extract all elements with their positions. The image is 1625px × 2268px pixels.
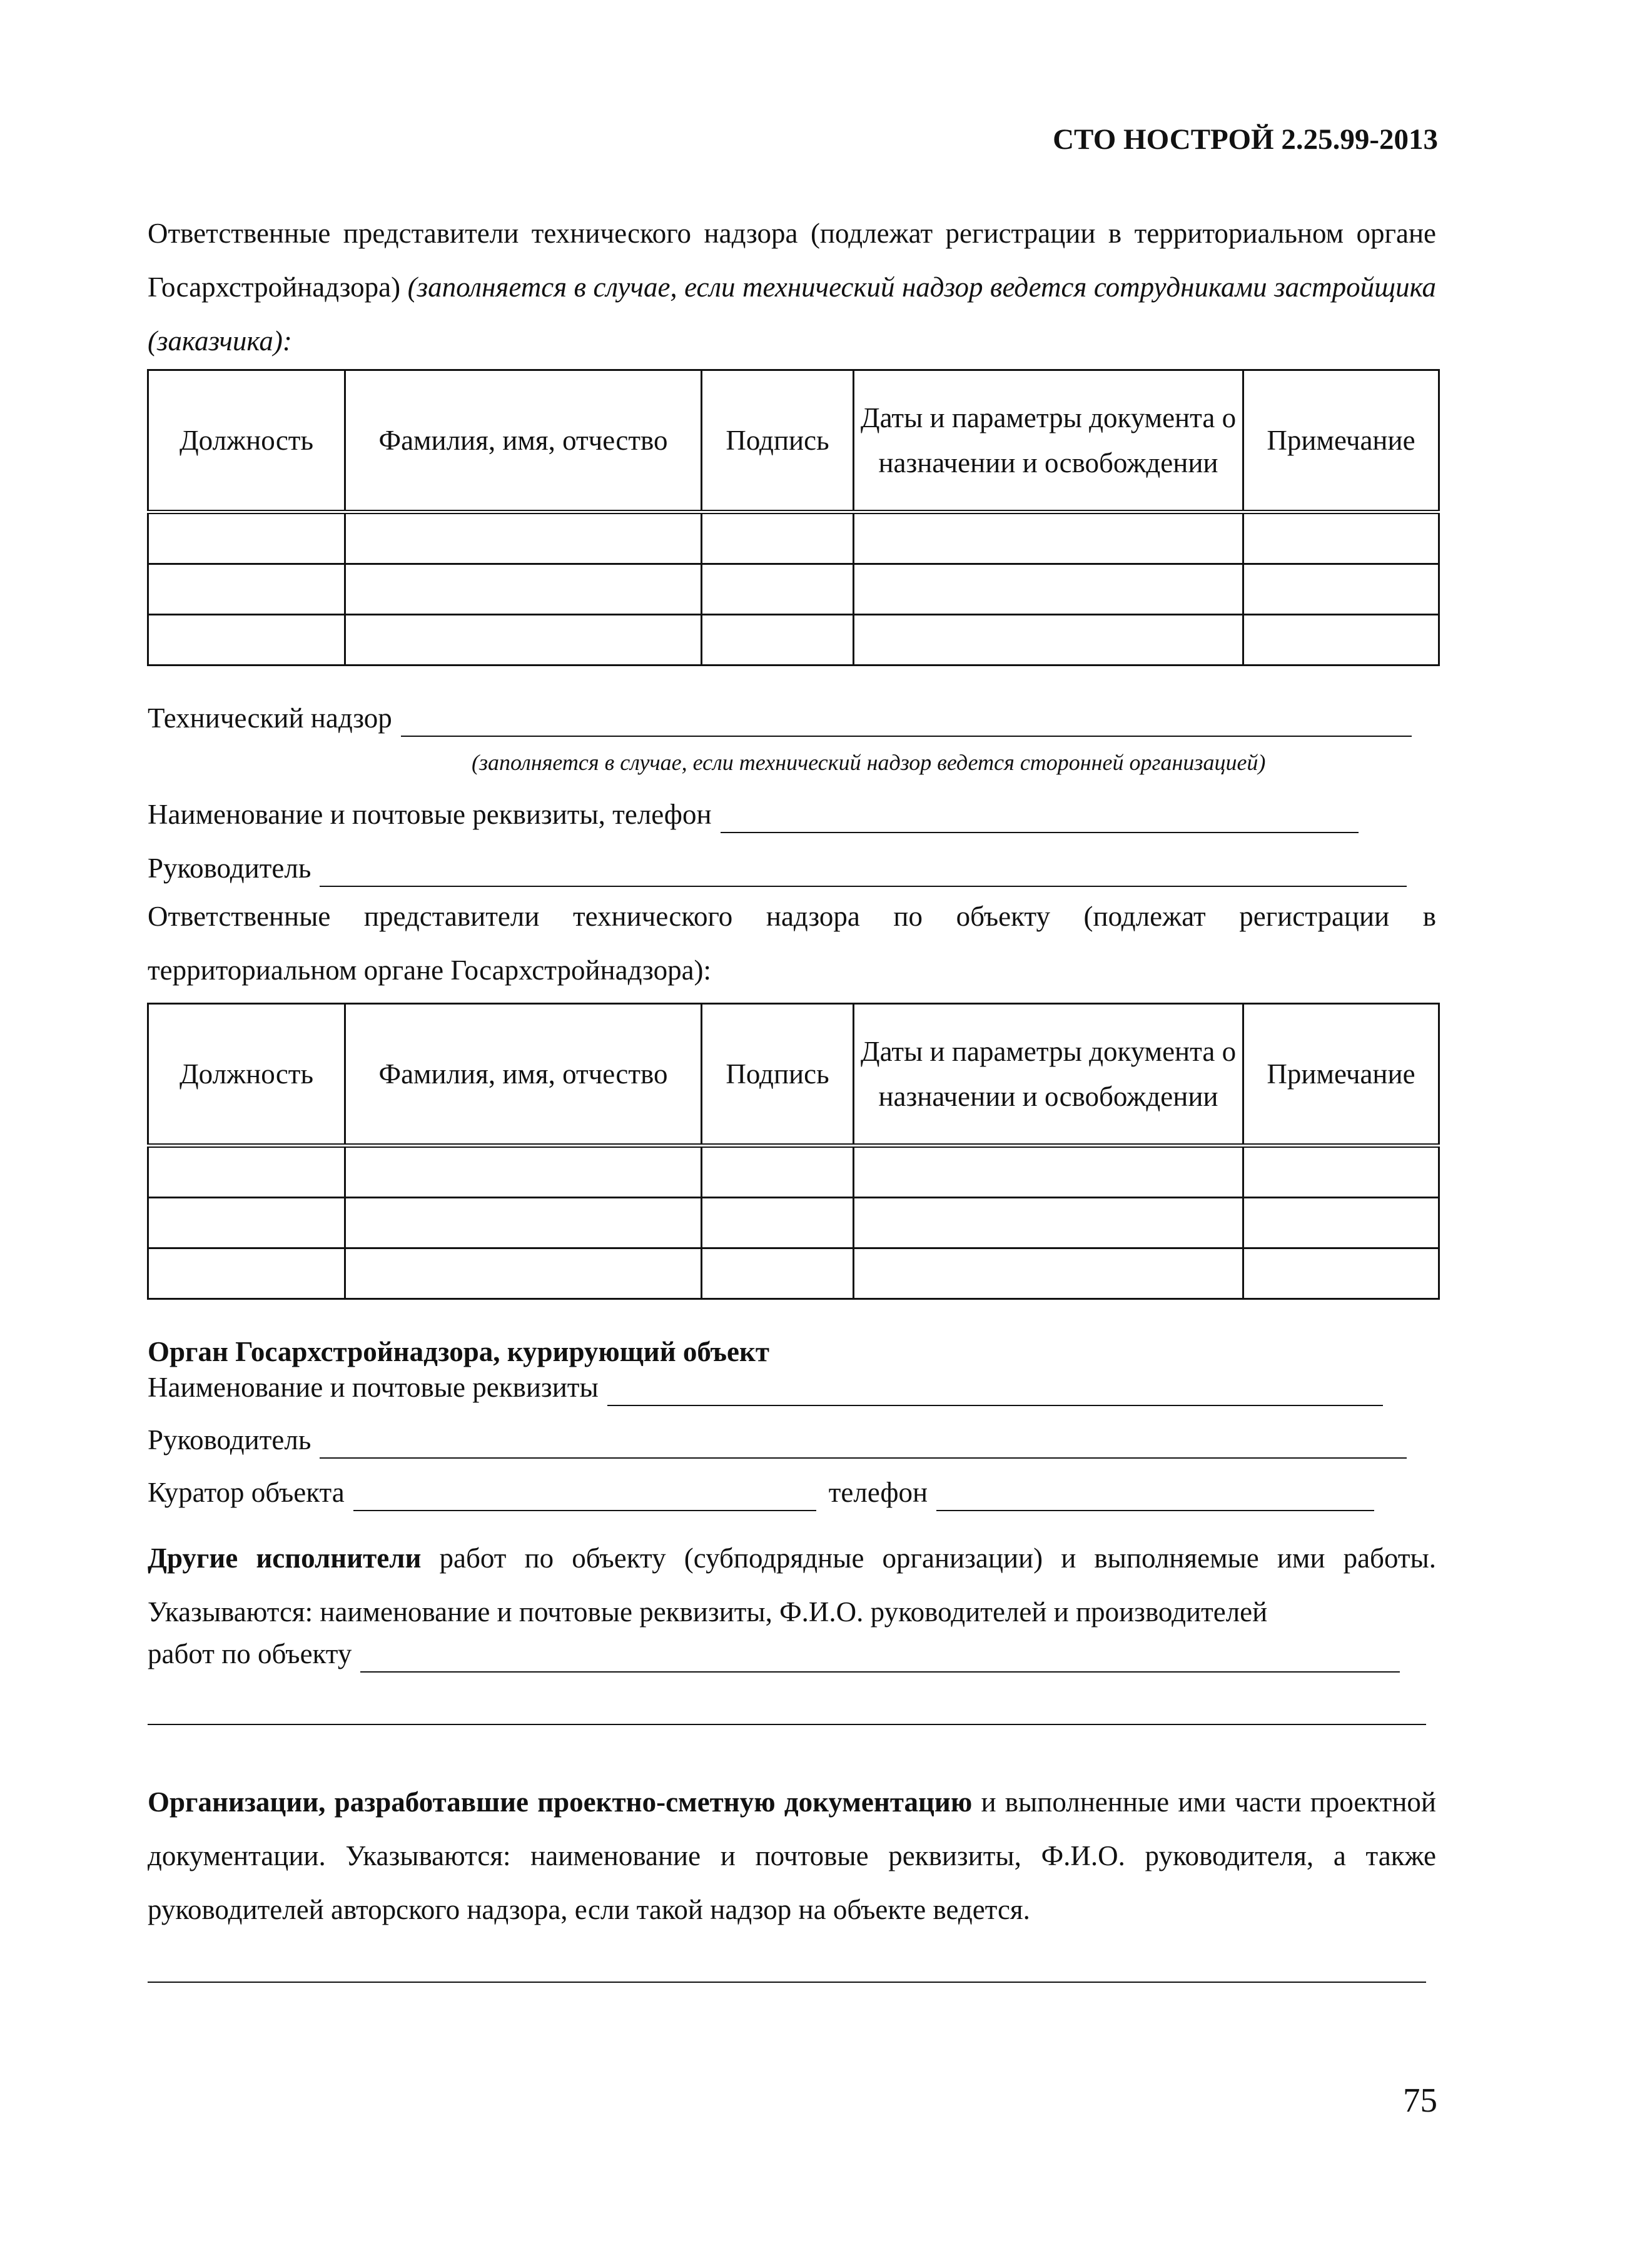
table-row: [148, 1198, 1439, 1248]
table-cell[interactable]: [702, 615, 854, 666]
document-code: СТО НОСТРОЙ 2.25.99-2013: [1053, 123, 1438, 156]
intro-italic-text: (заполняется в случае, если технический надзор ведется сотрудниками застройщика (заказчика):: [148, 271, 1437, 357]
gasn-heading: Орган Госархстройнадзора, курирующий объект: [148, 1336, 770, 1367]
column-header-full-name: Фамилия, имя, отчество: [345, 370, 702, 512]
gasn-curator-label: Куратор объекта: [148, 1477, 345, 1508]
gasn-head-field[interactable]: [320, 1427, 1407, 1459]
table-cell[interactable]: [1243, 1248, 1439, 1299]
table-cell[interactable]: [148, 615, 345, 666]
table-cell[interactable]: [702, 1248, 854, 1299]
table-cell[interactable]: [1243, 564, 1439, 615]
table-cell[interactable]: [702, 512, 854, 564]
gasn-head-line: [148, 1421, 1407, 1459]
table-cell[interactable]: [148, 1248, 345, 1299]
column-header-note: Примечание: [1243, 1004, 1439, 1146]
tech-org-name-field[interactable]: [721, 802, 1359, 833]
design-orgs-text: [148, 1775, 1436, 1936]
table-cell[interactable]: [148, 1198, 345, 1248]
table-cell[interactable]: [1243, 615, 1439, 666]
table-cell[interactable]: [1243, 512, 1439, 564]
design-orgs-bold: Организации, разработавшие проектно-сметную документацию: [148, 1786, 973, 1818]
gasn-phone-label: телефон: [828, 1477, 928, 1508]
other-executors-text: [148, 1531, 1436, 1639]
page-number: 75: [1403, 2081, 1437, 2119]
tech-org-name-line: [148, 796, 1359, 833]
table-cell[interactable]: [854, 564, 1243, 615]
design-orgs-field[interactable]: [148, 1982, 1426, 1983]
column-header-note: Примечание: [1243, 370, 1439, 512]
table-cell[interactable]: [702, 1198, 854, 1248]
table-cell[interactable]: [345, 1248, 702, 1299]
table-row: [148, 564, 1439, 615]
column-header-signature: Подпись: [702, 370, 854, 512]
table-cell[interactable]: [854, 1248, 1243, 1299]
table-header-row: [148, 370, 1439, 512]
table-cell[interactable]: [148, 512, 345, 564]
gasn-head-label: Руководитель: [148, 1424, 311, 1455]
column-header-full-name: Фамилия, имя, отчество: [345, 1004, 702, 1146]
table-cell[interactable]: [854, 615, 1243, 666]
table-row: [148, 615, 1439, 666]
table-cell[interactable]: [345, 512, 702, 564]
tech-head-line: [148, 849, 1407, 887]
other-executors-body: работ по объекту (субподрядные организации) и выполняемые ими работы. Указываются: наименование и почтовые реквизиты, Ф.И.О. руководителей и производителей: [148, 1542, 1437, 1628]
table-cell[interactable]: [148, 564, 345, 615]
table-cell[interactable]: [702, 564, 854, 615]
tech-supervision-line: [148, 699, 1412, 737]
tech-supervision-label: Технический надзор: [148, 702, 392, 734]
tech-head-field[interactable]: [320, 856, 1407, 887]
gasn-phone-field[interactable]: [936, 1480, 1374, 1511]
tech-reps-text: Ответственные представители технического надзора по объекту (подлежат регистрации в территориальном органе Госархстройнадзора):: [148, 901, 1436, 986]
table-cell[interactable]: [345, 564, 702, 615]
table-cell[interactable]: [854, 512, 1243, 564]
tech-supervision-note: (заполняется в случае, если технический надзор ведется сторонней организацией): [472, 750, 1266, 775]
table-row: [148, 1146, 1439, 1198]
gasn-name-line: [148, 1369, 1383, 1406]
column-header-position: Должность: [148, 370, 345, 512]
table-cell[interactable]: [148, 1146, 345, 1198]
table-cell[interactable]: [854, 1146, 1243, 1198]
table-cell[interactable]: [345, 615, 702, 666]
tech-head-label: Руководитель: [148, 853, 311, 884]
table-cell[interactable]: [345, 1146, 702, 1198]
table-row: [148, 1248, 1439, 1299]
table-row: [148, 512, 1439, 564]
table-header-row: [148, 1004, 1439, 1146]
design-orgs-body: и выполненные ими части проектной документации. Указываются: наименование и почтовые реквизиты, Ф.И.О. руководителя, а также руководителей авторского надзора, если такой надзор на объекте ведется.: [148, 1786, 1436, 1925]
column-header-position: Должность: [148, 1004, 345, 1146]
tech-reps-table-developer: [147, 369, 1440, 666]
gasn-name-field[interactable]: [607, 1375, 1383, 1406]
tech-supervision-intro: [148, 206, 1436, 368]
other-executors-field[interactable]: [360, 1641, 1400, 1673]
tech-org-name-label: Наименование и почтовые реквизиты, телефон: [148, 799, 712, 830]
gasn-name-label: Наименование и почтовые реквизиты: [148, 1372, 599, 1403]
column-header-signature: Подпись: [702, 1004, 854, 1146]
column-header-appointment-doc: Даты и параметры документа о назначении и освобождении: [854, 370, 1243, 512]
other-executors-last-label: работ по объекту: [148, 1638, 352, 1669]
other-executors-extra-line[interactable]: [148, 1724, 1426, 1725]
table-cell[interactable]: [854, 1198, 1243, 1248]
tech-supervision-field[interactable]: [401, 706, 1412, 737]
table-cell[interactable]: [345, 1198, 702, 1248]
column-header-appointment-doc: Даты и параметры документа о назначении и освобождении: [854, 1004, 1243, 1146]
table-cell[interactable]: [702, 1146, 854, 1198]
table-cell[interactable]: [1243, 1146, 1439, 1198]
gasn-curator-field[interactable]: [353, 1480, 816, 1511]
gasn-curator-line: [148, 1474, 1374, 1511]
intro-normal-text: Ответственные представители технического надзора (подлежат регистрации в территориальном органе Госархстройнадзора): [148, 218, 1436, 303]
tech-reps-table-object: [147, 1003, 1440, 1300]
other-executors-line: [148, 1635, 1400, 1673]
other-executors-bold: Другие исполнители: [148, 1542, 422, 1574]
table-cell[interactable]: [1243, 1198, 1439, 1248]
